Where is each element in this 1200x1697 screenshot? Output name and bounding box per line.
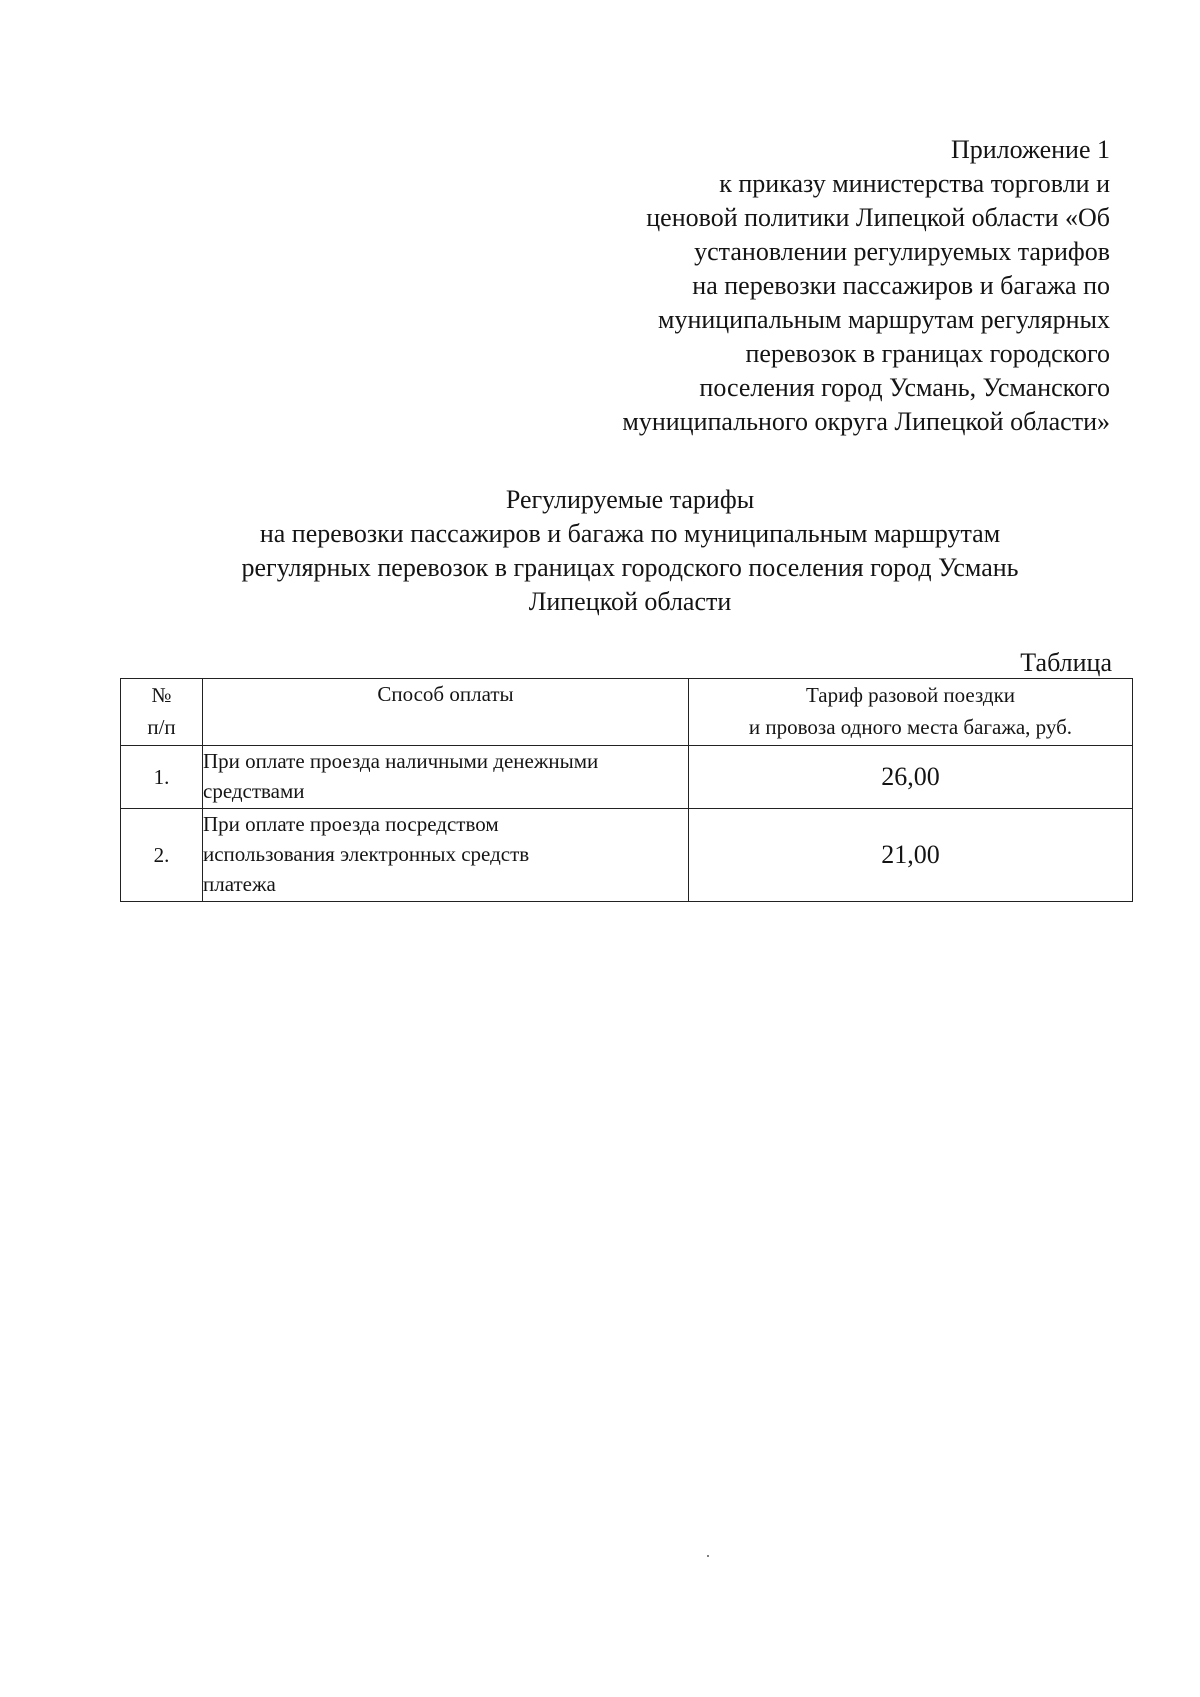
appendix-line: ценовой политики Липецкой области «Об <box>646 203 1110 232</box>
title-line: Регулируемые тарифы <box>505 485 755 514</box>
appendix-reference <box>550 133 1110 439</box>
title-line: регулярных перевозок в границах городского поселения город Усмань <box>241 553 1019 582</box>
appendix-line: к приказу министерства торговли и <box>719 169 1110 198</box>
header-number-line1: № <box>151 683 172 707</box>
header-payment-method <box>203 679 689 746</box>
row-tariff-value: 21,00 <box>689 809 1133 902</box>
header-number <box>121 679 203 746</box>
method-line: При оплате проезда посредством <box>203 812 499 836</box>
header-number-line2: п/п <box>147 715 176 739</box>
header-tariff-line2: и провоза одного места багажа, руб. <box>748 715 1073 739</box>
table-row <box>121 746 1133 809</box>
table-row <box>121 809 1133 902</box>
appendix-line: муниципальным маршрутам регулярных <box>657 305 1110 334</box>
appendix-line: поселения город Усмань, Усманского <box>699 373 1110 402</box>
header-tariff-line1: Тариф разовой поездки <box>805 683 1016 707</box>
method-line: использования электронных средств <box>203 842 530 866</box>
title-line: на перевозки пассажиров и багажа по муниципальным маршрутам <box>259 519 1001 548</box>
method-line: платежа <box>203 872 276 896</box>
title-line: Липецкой области <box>528 587 732 616</box>
tariff-table <box>120 678 1133 902</box>
row-payment-method <box>203 809 689 902</box>
document-title <box>120 483 1140 619</box>
method-line: средствами <box>203 779 305 803</box>
row-tariff-value: 26,00 <box>689 746 1133 809</box>
scan-speck <box>707 1555 709 1557</box>
row-number: 1. <box>121 746 203 809</box>
appendix-line: перевозок в границах городского <box>745 339 1110 368</box>
row-number: 2. <box>121 809 203 902</box>
appendix-line: Приложение 1 <box>950 135 1110 164</box>
table-header-row <box>121 679 1133 746</box>
appendix-line: установлении регулируемых тарифов <box>694 237 1110 266</box>
method-line: При оплате проезда наличными денежными <box>203 749 599 773</box>
appendix-line: на перевозки пассажиров и багажа по <box>692 271 1110 300</box>
row-payment-method <box>203 746 689 809</box>
table-caption: Таблица <box>1020 648 1112 677</box>
header-tariff <box>689 679 1133 746</box>
header-payment-method-label: Способ оплаты <box>377 682 514 706</box>
appendix-line: муниципального округа Липецкой области» <box>622 407 1110 436</box>
